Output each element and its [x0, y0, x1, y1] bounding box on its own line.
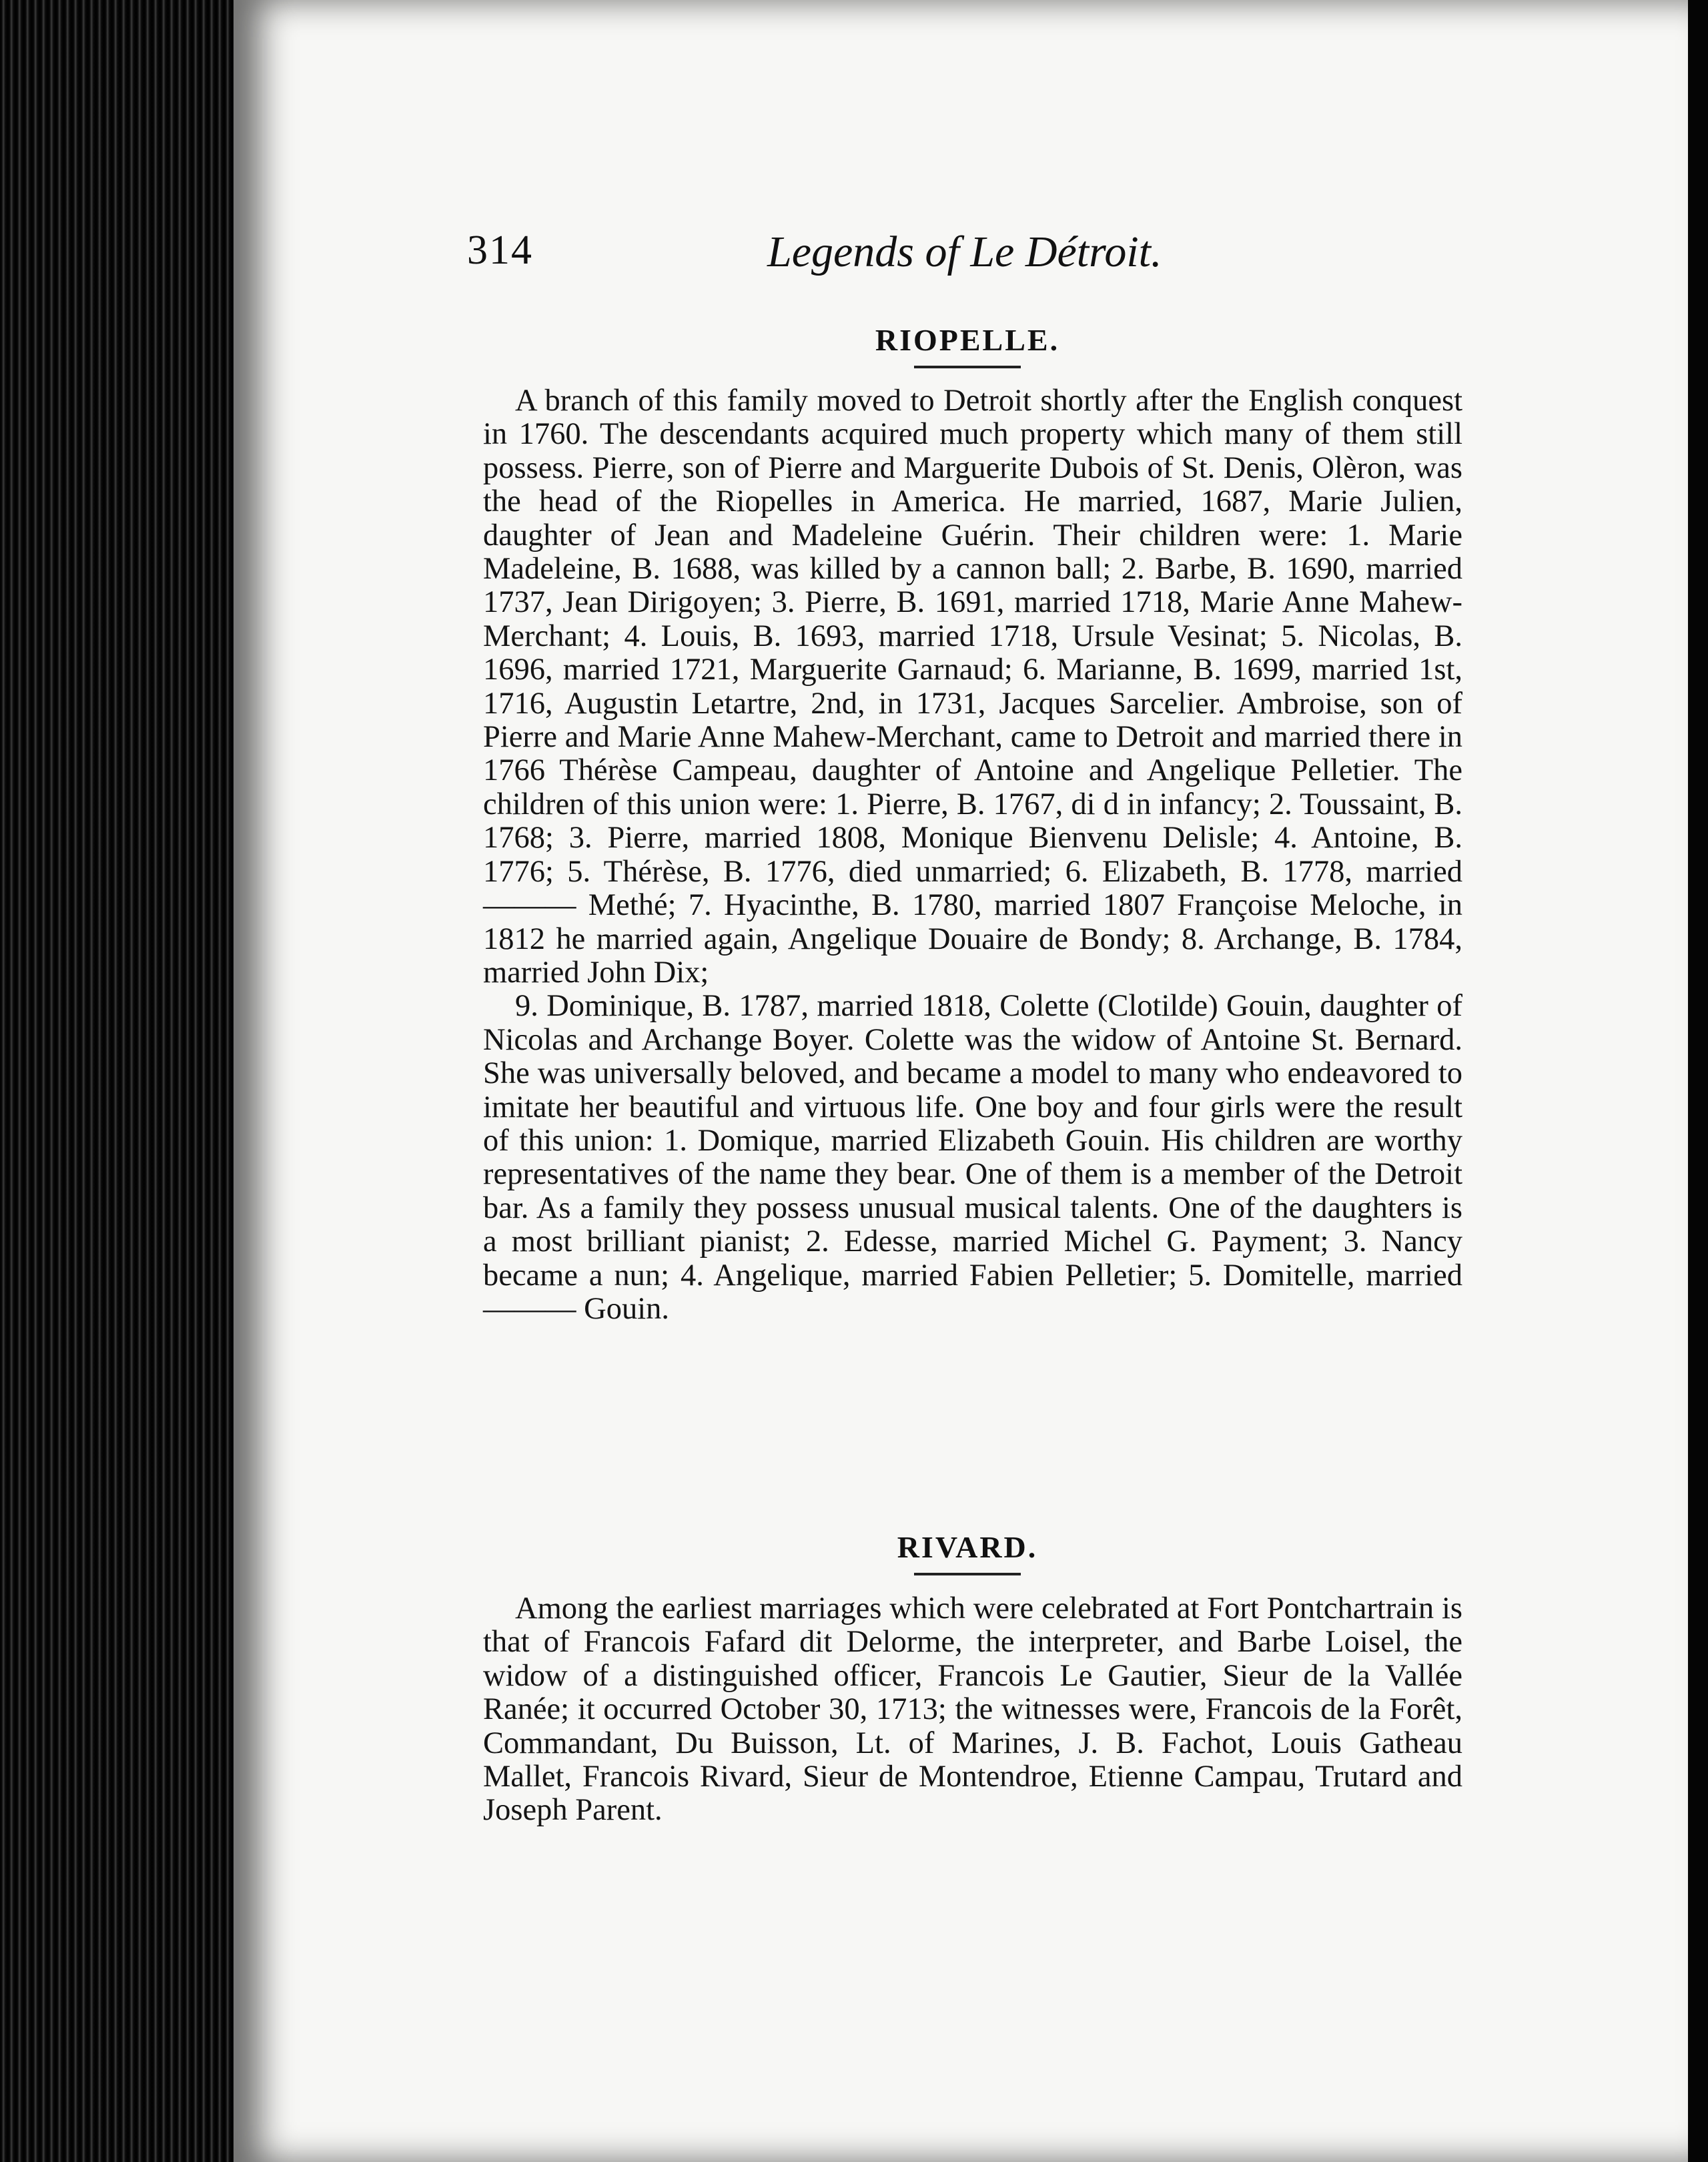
- running-title: Legends of Le Détroit.: [767, 228, 1162, 276]
- paragraph: A branch of this family moved to Detroit shortly after the English conquest in 1760. The descendants acquired much property which many of them still possess. Pierre, son of Pierre and Marguerite Dubois of St. Denis, Olèron, was the head of the Riopelles in America. He married, 1687, Marie Julien, daughter of Jean and Madeleine Guérin. Their children were: 1. Marie Madeleine, B. 1688, was killed by a cannon ball; 2. Barbe, B. 1690, married 1737, Jean Dirigoyen; 3. Pierre, B. 1691, married 1718, Marie Anne Mahew-Merchant; 4. Louis, B. 1693, married 1718, Ursule Vesinat; 5. Nicolas, B. 1696, married 1721, Marguerite Garnaud; 6. Marianne, B. 1699, married 1st, 1716, Augustin Letartre, 2nd, in 1731, Jacques Sarcelier. Ambroise, son of Pierre and Marie Anne Mahew-Merchant, came to Detroit and married there in 1766 Thérèse Campeau, daughter of Antoine and Angelique Pelletier. The children of this union were: 1. Pierre, B. 1767, di d in infancy; 2. Toussaint, B. 1768; 3. Pierre, married 1808, Monique Bienvenu Delisle; 4. Antoine, B. 1776; 5. Thérèse, B. 1776, died unmarried; 6. Elizabeth, B. 1778, married ——— Methé; 7. Hyacinthe, B. 1780, married 1807 Françoise Meloche, in 1812 he married again, Angelique Douaire de Bondy; 8. Archange, B. 1784, married John Dix;: [483, 384, 1462, 990]
- paragraph: Among the earliest marriages which were celebrated at Fort Pontchartrain is that of Francois Fafard dit Delorme, the interpreter, and Barbe Loisel, the widow of a distinguished officer, Francois Le Gautier, Sieur de la Vallée Ranée; it occurred October 30, 1713; the witnesses were, Francois de la Forêt, Commandant, Du Buisson, Lt. of Marines, J. B. Fachot, Louis Gatheau Mallet, Francois Rivard, Sieur de Montendroe, Etienne Campau, Trutard and Joseph Parent.: [483, 1591, 1462, 1828]
- paragraph: 9. Dominique, B. 1787, married 1818, Colette (Clotilde) Gouin, daughter of Nicolas and Archange Boyer. Colette was the widow of Antoine St. Bernard. She was universally beloved, and became a model to many who endeavored to imitate her beautiful and virtuous life. One boy and four girls were the result of this union: 1. Domique, married Elizabeth Gouin. His children are worthy representatives of the name they bear. One of them is a member of the Detroit bar. As a family they possess unusual musical talents. One of the daughters is a most brilliant pianist; 2. Edesse, married Michel G. Payment; 3. Nancy became a nun; 4. Angelique, married Fabien Pelletier; 5. Domitelle, married ——— Gouin.: [483, 989, 1462, 1326]
- heading-rule: [914, 366, 1021, 368]
- section-heading-rivard: RIVARD.: [897, 1530, 1038, 1564]
- section-body-riopelle: [483, 384, 1462, 1326]
- running-head: [467, 227, 1241, 280]
- scan-border: [1688, 0, 1708, 2162]
- page-number: 314: [467, 228, 533, 273]
- heading-rule: [914, 1573, 1021, 1575]
- section-heading-riopelle: RIOPELLE.: [875, 323, 1060, 357]
- section-body-rivard: [483, 1592, 1462, 1828]
- book-page-edges: [0, 0, 240, 2162]
